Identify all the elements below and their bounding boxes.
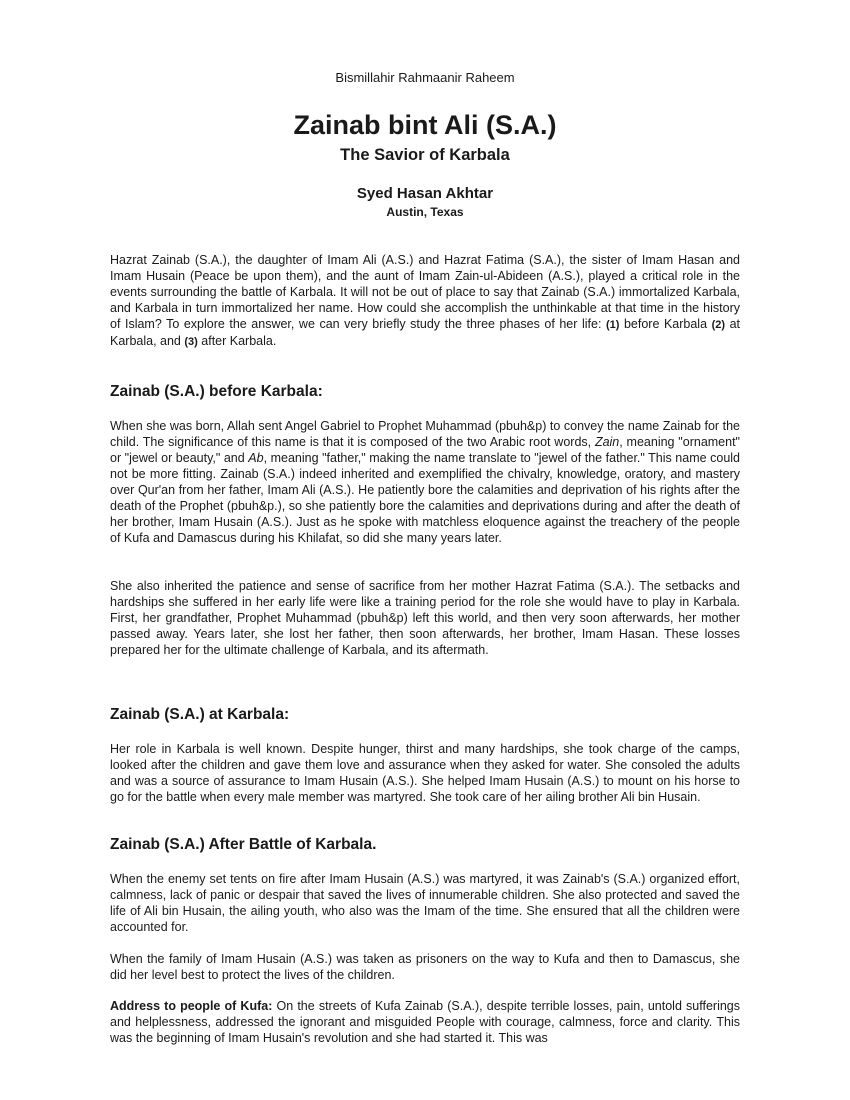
document-title: Zainab bint Ali (S.A.) xyxy=(293,110,557,140)
after-karbala-paragraph-1: When the enemy set tents on fire after Imam Husain (A.S.) was martyred, it was Zainab's (S.A.) organized effort, calmness, lack of panic or despair that saved the lives of innumerable children. She also protected and saved the life of Ali bin Husain, the ailing youth, who also was the Imam of the time. She ensured that all the children were accounted for. xyxy=(110,872,740,934)
document-subtitle: The Savior of Karbala xyxy=(340,146,510,164)
kufa-address-paragraph: Address to people of Kufa: On the streets of Kufa Zainab (S.A.), despite terrible losses, pain, untold sufferings and helplessness, addressed the ignorant and misguided People with courage, calmness, force and clarity. This was the beginning of Imam Husain's revolution and she had started it. This was xyxy=(110,999,740,1045)
before-karbala-paragraph-2: She also inherited the patience and sense of sacrifice from her mother Hazrat Fatima (S.A.). The setbacks and hardships she suffered in her early life were like a training period for the role she would have to play in Karbala. First, her grandfather, Prophet Muhammad (pbuh&p) left this world, and then very soon afterwards, her mother passed away. Years later, she lost her father, then soon afterwards, her brother, Imam Hasan. These losses prepared her for the ultimate challenge of Karbala, and its aftermath. xyxy=(110,579,740,657)
at-karbala-paragraph: Her role in Karbala is well known. Despite hunger, thirst and many hardships, she took charge of the camps, looked after the children and gave them love and assurance when they asked for water. She consoled the adults and was a source of assurance to Imam Husain (A.S.). She helped Imam Husain (A.S.) to mount on his horse to go for the battle when every male member was martyred. She took care of her ailing brother Ali bin Husain. xyxy=(110,742,740,804)
section-heading-after-karbala: Zainab (S.A.) After Battle of Karbala. xyxy=(110,836,377,853)
author-location: Austin, Texas xyxy=(386,205,464,219)
section-heading-before-karbala: Zainab (S.A.) before Karbala: xyxy=(110,383,323,400)
section-heading-at-karbala: Zainab (S.A.) at Karbala: xyxy=(110,706,290,723)
before-karbala-paragraph-1: When she was born, Allah sent Angel Gabriel to Prophet Muhammad (pbuh&p) to convey the name Zainab for the child. The significance of this name is that it is composed of the two Arabic root words, Zain, meaning "ornament" or "jewel or beauty," and Ab, meaning "father," making the name translate to "jewel of the father." This name could not be more fitting. Zainab (S.A.) indeed inherited and exemplified the chivalry, knowledge, oratory, and mastery over Qur'an from her father, Imam Ali (A.S.). He patiently bore the calamities and deprivation of his rights after the death of the Prophet (pbuh&p.), so she patiently bore the calamities and deprivations during and after the death of her brother, Imam Husain (A.S.). Just as he spoke with matchless eloquence against the treachery of the people of Kufa and Damascus during his Khilafat, so did she many years later. xyxy=(110,419,741,545)
bismillah-line: Bismillahir Rahmaanir Raheem xyxy=(335,70,515,85)
after-karbala-paragraph-2: When the family of Imam Husain (A.S.) was taken as prisoners on the way to Kufa and then to Damascus, she did her level best to protect the lives of the children. xyxy=(110,952,740,982)
kufa-address-label: Address to people of Kufa: xyxy=(110,999,273,1013)
author-name: Syed Hasan Akhtar xyxy=(356,185,494,202)
intro-paragraph: Hazrat Zainab (S.A.), the daughter of Imam Ali (A.S.) and Hazrat Fatima (S.A.), the sister of Imam Hasan and Imam Husain (Peace be upon them), and the aunt of Imam Zain-ul-Abideen (A.S.), played a critical role in the events surrounding the battle of Karbala. It will not be out of place to say that Zainab (S.A.) immortalized Karbala, and Karbala in turn immortalized her name. How could she accomplish the unthinkable at that time in the history of Islam? To explore the answer, we can very briefly study the three phases of her life: (1) before Karbala (2) at Karbala, and (3) after Karbala. xyxy=(110,253,740,348)
